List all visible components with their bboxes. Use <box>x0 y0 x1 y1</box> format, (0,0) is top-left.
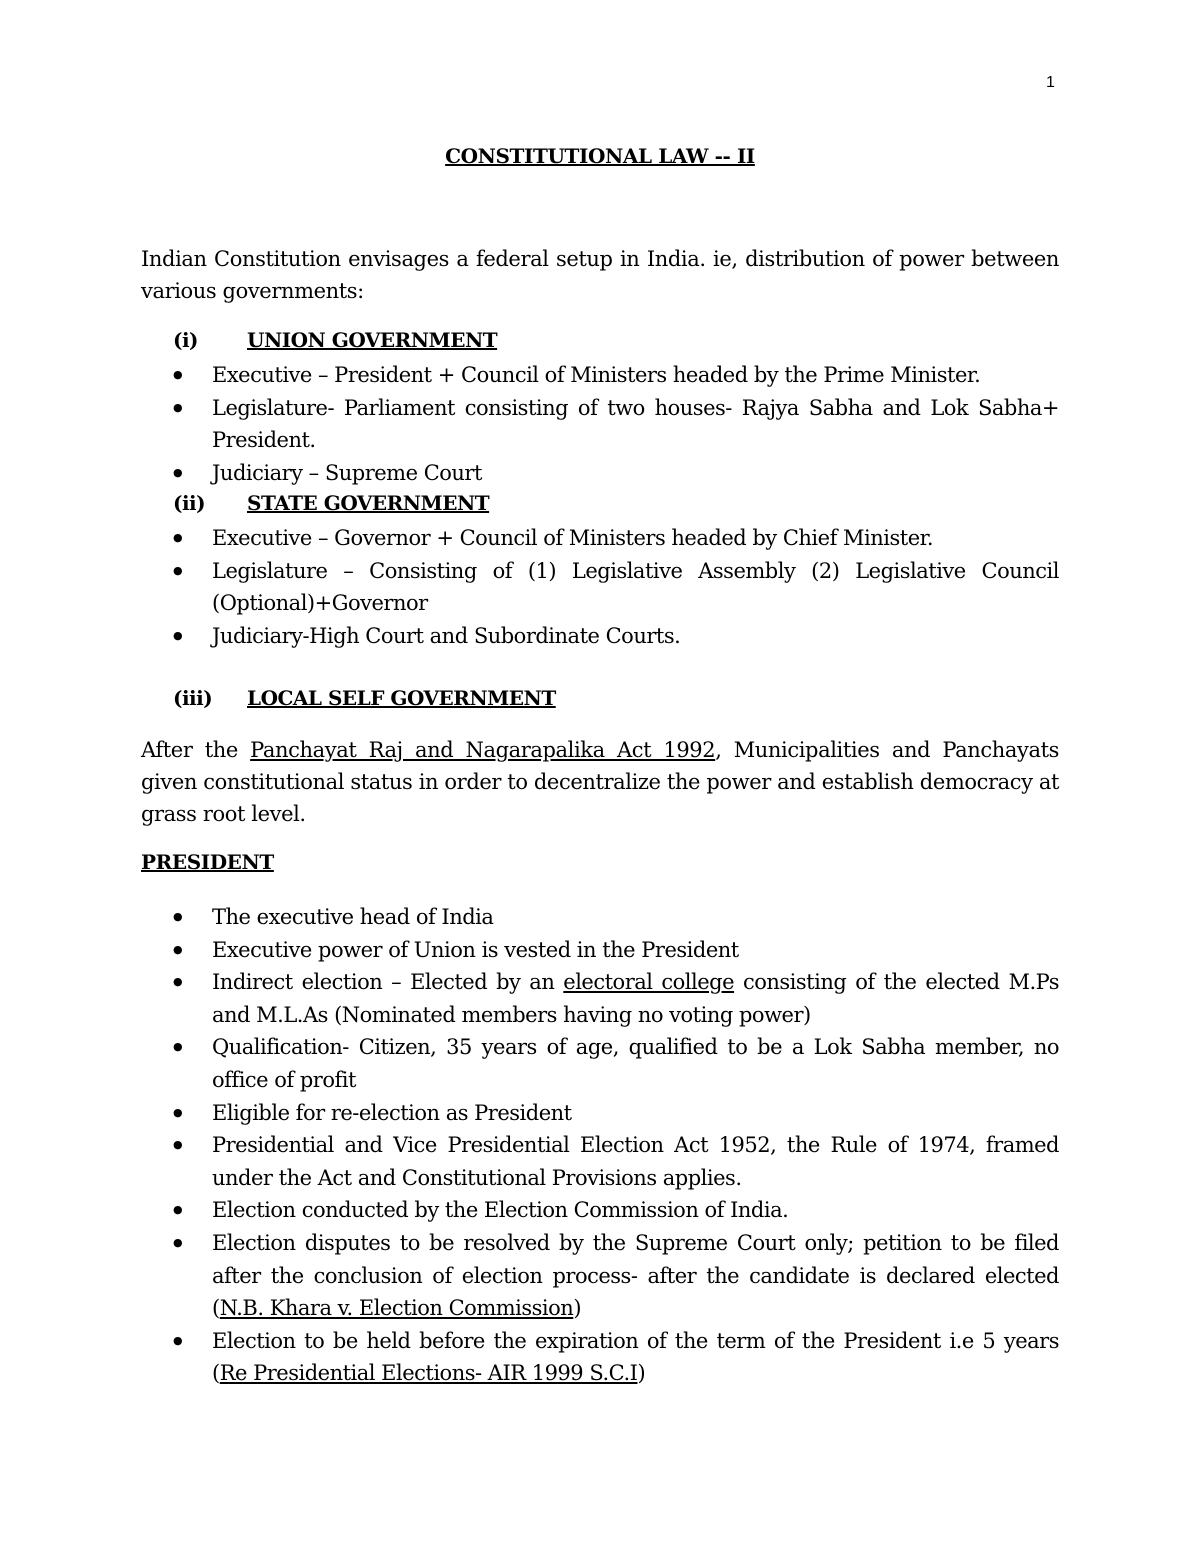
page-number: 1 <box>1046 74 1055 91</box>
section-heading-union <box>173 328 497 352</box>
list-item: ● Election conducted by the Election Commission of India. <box>173 1194 1059 1227</box>
section-heading-local <box>173 686 556 710</box>
list-item <box>173 1325 1059 1390</box>
list-item <box>173 1227 1059 1325</box>
text-run: Election disputes to be resolved by the Supreme Court only; petition to be filed after the conclusion of election process- after the candidate is declared elected ( <box>212 1230 1059 1321</box>
list-item: ● Presidential and Vice Presidential Election Act 1952, the Rule of 1974, framed under the Act and Constitutional Provisions applies. <box>173 1129 1059 1194</box>
list-item: ● Executive – President + Council of Ministers headed by the Prime Minister. <box>173 359 1059 392</box>
union-government-list <box>173 359 1059 489</box>
list-item: ● Executive power of Union is vested in the President <box>173 934 1059 967</box>
text-run: ) <box>573 1296 582 1321</box>
text-run: Election to be held before the expiration of the term of the President i.e 5 years ( <box>212 1328 1059 1386</box>
section-label: STATE GOVERNMENT <box>247 491 490 515</box>
president-list <box>173 901 1059 1390</box>
case-citation: N.B. Khara v. Election Commission <box>219 1296 574 1321</box>
case-citation: Re Presidential Elections- AIR 1999 S.C.I <box>219 1361 638 1386</box>
text-run: , Municipalities and Panchayats given constitutional status in order to decentralize the power and establish democracy at grass root level. <box>141 738 1059 826</box>
section-number: (i) <box>173 328 199 352</box>
text-run: ) <box>637 1361 646 1386</box>
text-run: After the <box>141 738 251 762</box>
section-label: LOCAL SELF GOVERNMENT <box>247 686 556 710</box>
intro-paragraph: Indian Constitution envisages a federal setup in India. ie, distribution of power between various governments: <box>141 247 1059 303</box>
list-item: ● Qualification- Citizen, 35 years of age, qualified to be a Lok Sabha member, no office of profit <box>173 1031 1059 1096</box>
list-item <box>173 966 1059 1031</box>
list-item: ● Judiciary – Supreme Court <box>173 457 1059 490</box>
section-label: UNION GOVERNMENT <box>247 328 498 352</box>
list-item: ● Legislature – Consisting of (1) Legislative Assembly (2) Legislative Council (Optional)+Governor <box>173 555 1059 620</box>
list-item: ● Judiciary-High Court and Subordinate Courts. <box>173 620 1059 653</box>
list-item: ● The executive head of India <box>173 901 1059 934</box>
list-item: ● Executive – Governor + Council of Ministers headed by Chief Minister. <box>173 522 1059 555</box>
state-government-list <box>173 522 1059 652</box>
section-number: (iii) <box>173 686 213 710</box>
section-heading-state <box>173 491 489 515</box>
text-run: Indirect election – Elected by an <box>212 970 564 995</box>
section-number: (ii) <box>173 491 206 515</box>
act-reference: Panchayat Raj and Nagarapalika Act 1992 <box>250 738 716 762</box>
local-self-government-paragraph <box>141 734 1059 830</box>
list-item: ● Legislature- Parliament consisting of two houses- Rajya Sabha and Lok Sabha+ President. <box>173 392 1059 457</box>
president-heading: PRESIDENT <box>141 850 274 874</box>
document-title: CONSTITUTIONAL LAW -- II <box>445 144 755 168</box>
list-item: ● Eligible for re-election as President <box>173 1097 1059 1130</box>
text-run: consisting of the elected M.Ps and M.L.As (Nominated members having no voting power) <box>212 970 1059 1027</box>
electoral-college-reference: electoral college <box>563 970 735 995</box>
